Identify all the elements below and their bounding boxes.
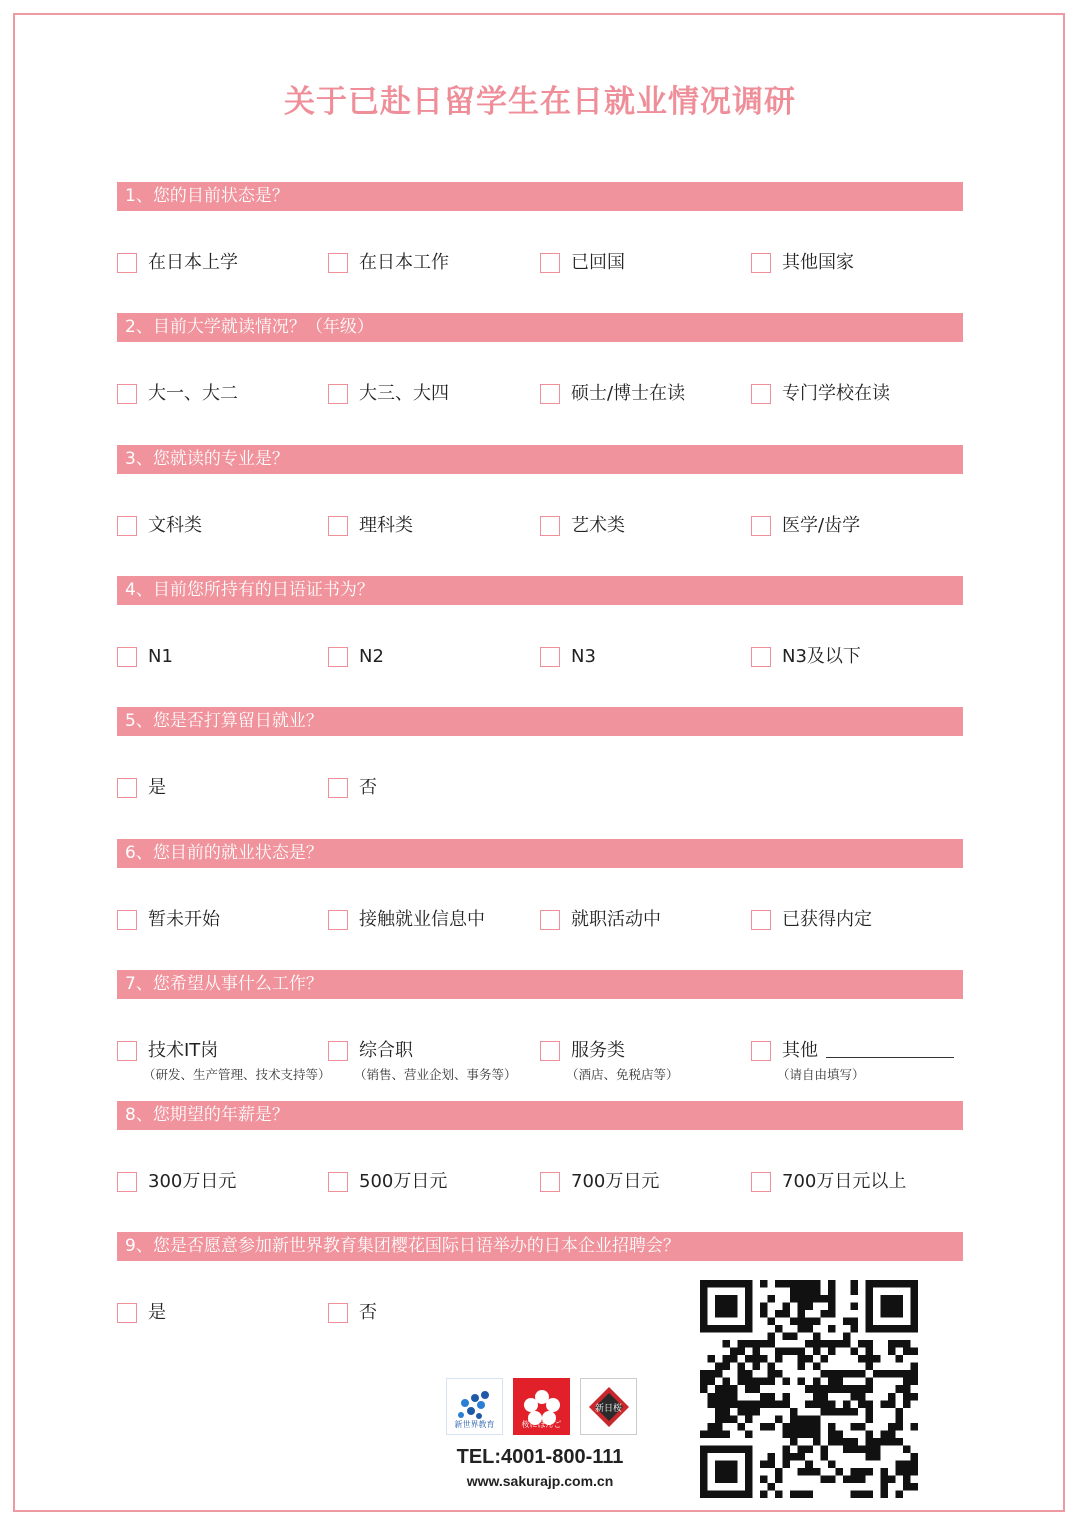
question-2-option[interactable] [328,382,449,406]
question-7-option[interactable] [751,1039,954,1063]
option-label: 综合职 [359,1040,413,1061]
checkbox[interactable] [540,516,560,536]
question-1-option[interactable] [328,251,449,275]
checkbox[interactable] [117,1041,137,1061]
option-label: 其他 [782,1040,818,1061]
option-note: （研发、生产管理、技术支持等） [143,1067,331,1082]
option-label: 艺术类 [571,515,625,536]
question-4-option[interactable] [540,645,596,669]
question-7-heading: 7、您希望从事什么工作？ [117,970,963,999]
option-label: 500万日元 [359,1171,448,1192]
checkbox[interactable] [117,910,137,930]
checkbox[interactable] [117,516,137,536]
question-2-option[interactable] [540,382,685,406]
option-label: 已回国 [571,252,625,273]
checkbox[interactable] [751,1041,771,1061]
question-7-option[interactable] [328,1039,413,1063]
checkbox[interactable] [328,778,348,798]
question-8-heading: 8、您期望的年薪是？ [117,1101,963,1130]
checkbox[interactable] [328,910,348,930]
option-label: N1 [148,646,173,667]
page-title: 关于已赴日留学生在日就业情况调研 [284,84,796,120]
checkbox[interactable] [117,1303,137,1323]
option-note: （酒店、免税店等） [566,1067,679,1082]
checkbox[interactable] [117,1172,137,1192]
checkbox[interactable] [540,384,560,404]
option-label: 700万日元 [571,1171,660,1192]
question-6-option[interactable] [328,908,485,932]
question-1-heading: 1、您的目前状态是？ [117,182,963,211]
option-label: 700万日元以上 [782,1171,907,1192]
option-label: 300万日元 [148,1171,237,1192]
option-label: 硕士/博士在读 [571,383,686,404]
checkbox[interactable] [540,910,560,930]
question-8-option[interactable] [751,1170,906,1194]
option-label: 否 [359,1302,377,1323]
option-note: （请自由填写） [777,1067,865,1082]
checkbox[interactable] [751,384,771,404]
checkbox[interactable] [117,253,137,273]
checkbox[interactable] [751,1172,771,1192]
question-5-option[interactable] [328,776,377,800]
question-5-heading: 5、您是否打算留日就业？ [117,707,963,736]
new-world-education-logo [446,1378,503,1435]
logo-caption: 新日桜 [594,1404,622,1414]
question-6-option[interactable] [751,908,872,932]
checkbox[interactable] [328,1041,348,1061]
checkbox[interactable] [751,910,771,930]
question-3-option[interactable] [540,514,625,538]
sakura-nihongo-logo [513,1378,570,1435]
logo-row [446,1378,637,1435]
checkbox[interactable] [117,384,137,404]
logo-caption: 桜にほんご [521,1420,562,1429]
checkbox[interactable] [117,647,137,667]
checkbox[interactable] [540,647,560,667]
checkbox[interactable] [328,516,348,536]
shin-nichi-sakura-logo [580,1378,637,1435]
option-label: 理科类 [359,515,413,536]
option-label: 暂未开始 [148,909,220,930]
question-7-option[interactable] [117,1039,218,1063]
checkbox[interactable] [540,1172,560,1192]
option-label: 大三、大四 [359,383,449,404]
checkbox[interactable] [328,1303,348,1323]
option-note: （销售、营业企划、事务等） [354,1067,517,1082]
option-label: 是 [148,1302,166,1323]
contact-phone: TEL:4001-800-111 [456,1446,624,1468]
question-3-option[interactable] [328,514,413,538]
question-3-option[interactable] [117,514,202,538]
question-6-option[interactable] [117,908,220,932]
question-4-option[interactable] [328,645,384,669]
option-label: 在日本上学 [148,252,238,273]
question-2-option[interactable] [117,382,238,406]
question-4-heading: 4、目前您所持有的日语证书为？ [117,576,963,605]
question-2-heading: 2、目前大学就读情况？（年级） [117,313,963,342]
question-6-heading: 6、您目前的就业状态是？ [117,839,963,868]
logo-caption: 新世界教育 [454,1420,495,1429]
option-label: 大一、大二 [148,383,238,404]
question-3-option[interactable] [751,514,860,538]
question-9-heading: 9、您是否愿意参加新世界教育集团樱花国际日语举办的日本企业招聘会？ [117,1232,963,1261]
option-label: 服务类 [571,1040,625,1061]
question-8-option[interactable] [117,1170,236,1194]
checkbox[interactable] [751,253,771,273]
question-8-option[interactable] [328,1170,447,1194]
option-label: 医学/齿学 [782,515,861,536]
question-1-option[interactable] [751,251,854,275]
qr-code[interactable] [700,1280,918,1498]
option-label: 是 [148,777,166,798]
option-label: 文科类 [148,515,202,536]
option-label: N3及以下 [782,646,861,667]
option-label: 在日本工作 [359,252,449,273]
question-1-option[interactable] [540,251,625,275]
checkbox[interactable] [751,647,771,667]
question-9-option[interactable] [117,1301,166,1325]
checkbox[interactable] [751,516,771,536]
checkbox[interactable] [328,253,348,273]
question-4-option[interactable] [117,645,173,669]
question-2-option[interactable] [751,382,890,406]
checkbox[interactable] [540,253,560,273]
option-label: N2 [359,646,384,667]
option-label: 接触就业信息中 [359,909,485,930]
checkbox[interactable] [328,1172,348,1192]
fill-in-blank[interactable] [826,1039,954,1058]
checkbox[interactable] [328,647,348,667]
question-8-option[interactable] [540,1170,659,1194]
contact-website[interactable]: www.sakurajp.com.cn [466,1473,614,1489]
checkbox[interactable] [540,1041,560,1061]
option-label: 技术IT岗 [148,1040,219,1061]
question-7-option[interactable] [540,1039,625,1063]
option-label: 就职活动中 [571,909,661,930]
question-4-option[interactable] [751,645,861,669]
question-1-option[interactable] [117,251,238,275]
question-9-option[interactable] [328,1301,377,1325]
question-3-heading: 3、您就读的专业是？ [117,445,963,474]
question-5-option[interactable] [117,776,166,800]
option-label: 其他国家 [782,252,854,273]
question-6-option[interactable] [540,908,661,932]
option-label: N3 [571,646,596,667]
option-label: 否 [359,777,377,798]
checkbox[interactable] [117,778,137,798]
option-label: 专门学校在读 [782,383,890,404]
checkbox[interactable] [328,384,348,404]
option-label: 已获得内定 [782,909,872,930]
